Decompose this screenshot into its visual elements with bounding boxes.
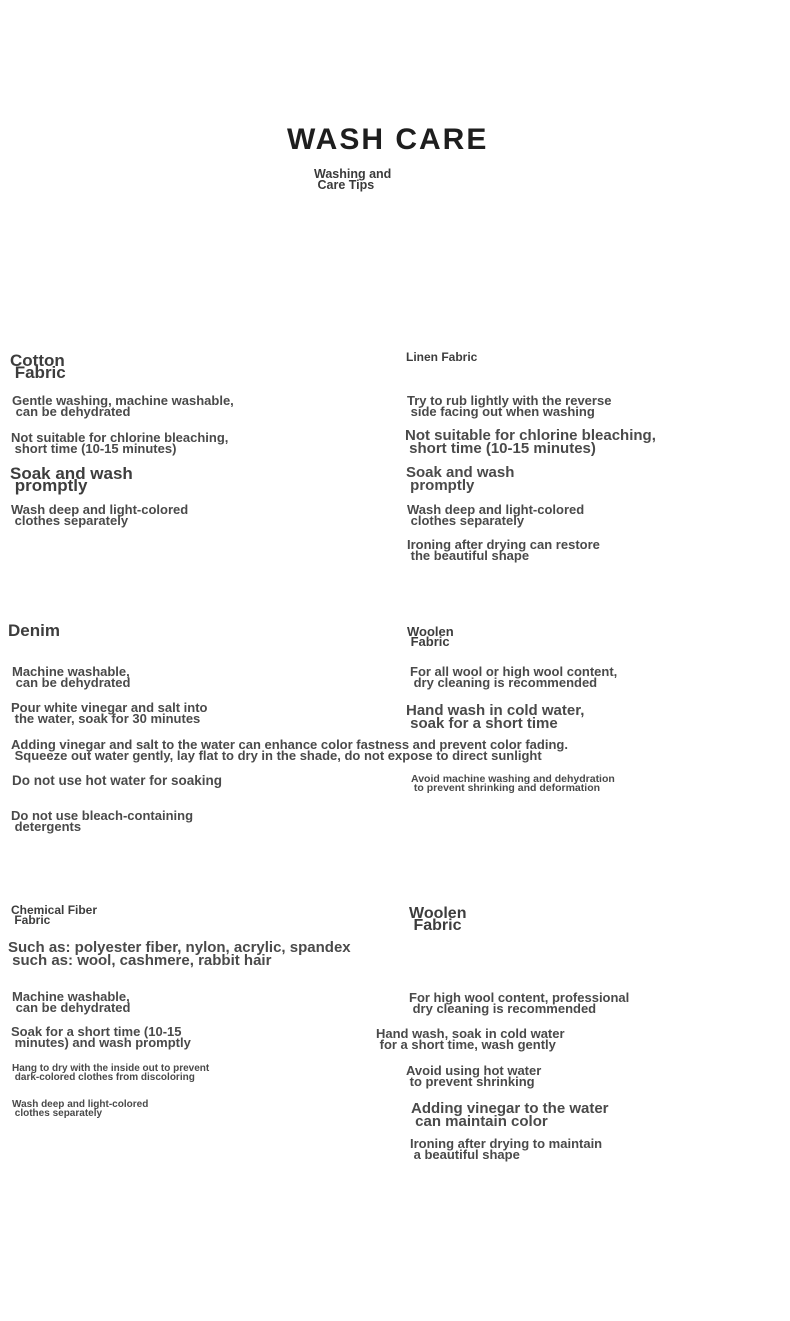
chemical-tip-2: Machine washable, can be dehydrated xyxy=(12,989,131,1015)
linen-tip-3: Soak and wash promptly xyxy=(406,464,515,494)
woolen1-tip-1: For all wool or high wool content, dry cleaning is recommended xyxy=(410,664,618,690)
linen-fabric-title: Linen Fabric xyxy=(406,350,478,364)
page-title: WASH CARE xyxy=(287,123,489,156)
page-subtitle: Washing and Care Tips xyxy=(314,167,392,192)
denim-tip-5: Do not use bleach-containing detergents xyxy=(11,808,194,834)
cotton-fabric-title: Cotton Fabric xyxy=(10,351,66,382)
chemical-tip-3: Soak for a short time (10-15 minutes) and wash promptly xyxy=(11,1024,191,1050)
woolen1-tip-3: Avoid machine washing and dehydration to prevent shrinking and deformation xyxy=(411,773,615,794)
woolen2-tip-5: Ironing after drying to maintain a beautiful shape xyxy=(410,1136,603,1162)
cotton-tip-3: Soak and wash promptly xyxy=(10,464,133,495)
denim-tip-1: Machine washable, can be dehydrated xyxy=(12,664,131,690)
denim-title: Denim xyxy=(8,621,60,640)
woolen2-tip-2: Hand wash, soak in cold water for a short time, wash gently xyxy=(376,1026,565,1052)
chemical-tip-4: Hang to dry with the inside out to prevent dark-colored clothes from discoloring xyxy=(12,1063,210,1083)
woolen-fabric-title-2: Woolen Fabric xyxy=(409,905,467,934)
linen-tip-2: Not suitable for chlorine bleaching, short time (10-15 minutes) xyxy=(405,427,656,457)
woolen2-tip-1: For high wool content, professional dry cleaning is recommended xyxy=(409,990,630,1016)
woolen2-tip-3: Avoid using hot water to prevent shrinking xyxy=(406,1063,542,1089)
woolen2-tip-4: Adding vinegar to the water can maintain color xyxy=(411,1100,609,1130)
cotton-tip-1: Gentle washing, machine washable, can be dehydrated xyxy=(12,393,234,419)
chemical-fiber-title: Chemical Fiber Fabric xyxy=(11,903,98,927)
woolen-fabric-title-1: Woolen Fabric xyxy=(407,624,454,649)
chemical-tip-1: Such as: polyester fiber, nylon, acrylic, spandex such as: wool, cashmere, rabbit hair xyxy=(8,939,351,969)
cotton-tip-4: Wash deep and light-colored clothes separately xyxy=(11,502,189,528)
denim-tip-2: Pour white vinegar and salt into the water, soak for 30 minutes xyxy=(11,700,208,726)
denim-tip-3: Adding vinegar and salt to the water can enhance color fastness and prevent color fading. Squeeze out water gently, lay flat to dry in the shade, do not expose to direct sunlight xyxy=(11,737,568,763)
denim-tip-4: Do not use hot water for soaking xyxy=(12,773,223,788)
woolen1-tip-2: Hand wash in cold water, soak for a short time xyxy=(406,702,585,732)
linen-tip-5: Ironing after drying can restore the beautiful shape xyxy=(407,537,600,563)
cotton-tip-2: Not suitable for chlorine bleaching, short time (10-15 minutes) xyxy=(11,430,229,456)
chemical-tip-5: Wash deep and light-colored clothes separately xyxy=(12,1099,149,1119)
linen-tip-4: Wash deep and light-colored clothes separately xyxy=(407,502,585,528)
linen-tip-1: Try to rub lightly with the reverse side facing out when washing xyxy=(407,393,612,419)
